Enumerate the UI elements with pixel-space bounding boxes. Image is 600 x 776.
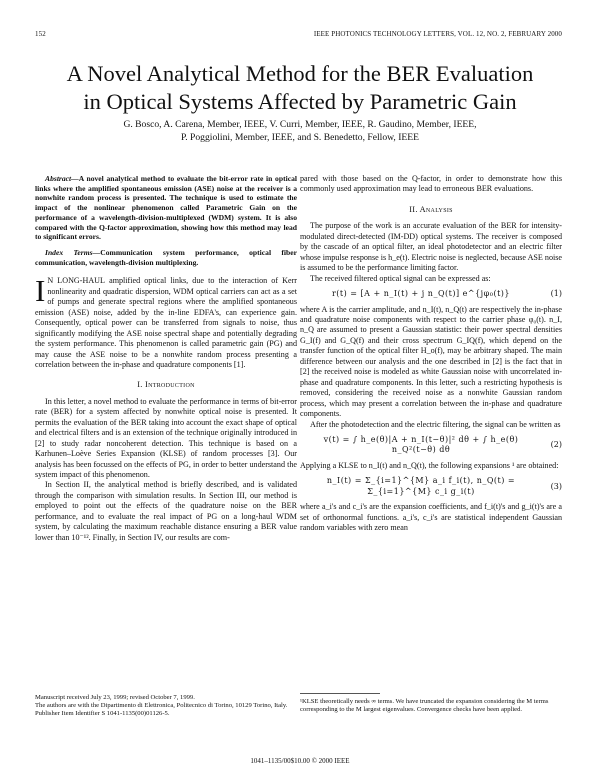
footnote-received: Manuscript received July 23, 1999; revised October 7, 1999. (35, 694, 195, 701)
equation-2-number: (2) (550, 440, 562, 450)
right-paragraph-2: The purpose of the work is an accurate evaluation of the BER for intensity-modulated direct-detected (IM-DD) optical systems. The receiver is composed by the cascade of an optical filter, an ideal photodetector and an electric filter whose impulse response is h_e(t). Electric noise is neglected, because ASE noise is assumed to be the performance limiting factor. (300, 221, 562, 273)
equation-2 (300, 435, 562, 456)
abstract (35, 174, 297, 242)
left-column (35, 174, 297, 543)
title-line-1: A Novel Analytical Method for the BER Evaluation (66, 61, 534, 86)
abstract-label: Abstract— (45, 174, 79, 183)
klse-footnote-text: ¹KLSE theoretically needs ∞ terms. We have truncated the expansion considering the M terms corresponding to the M largest eigenvalues. Convergence checks have been applied. (300, 698, 549, 714)
intro-paragraph-2: In this letter, a novel method to evaluate the performance in terms of bit-error rate (BER) for a system affected by nonwhite optical noise is presented. It permits the evaluation of the BER taking into account the exact shape of optical and electrical filters and is an extension of the technique originally introduced in [2] to study radar noncoherent detection. This technique is based on a Karhunen–Loève Series Expansion (KLSE) of random processes [3]. Our analysis has been focussed on the effects of PG, in order to better understand the system impact of this phenomenon. (35, 396, 297, 480)
right-paragraph-6: Applying a KLSE to n_I(t) and n_Q(t), the following expansions ¹ are obtained: (300, 460, 559, 470)
manuscript-footnote (35, 694, 297, 719)
intro-lead: N LONG-HAUL (47, 276, 105, 286)
equation-1-body: r(t) = [A + n_I(t) + j n_Q(t)] e^{jφ₀(t)} (331, 289, 511, 299)
author-list (0, 118, 600, 144)
right-paragraph-5: After the photodetection and the electric filtering, the signal can be written as (310, 419, 561, 429)
title-line-2: in Optical Systems Affected by Parametric Gain (83, 89, 517, 114)
index-terms (35, 248, 297, 267)
abstract-text: A novel analytical method to evaluate the bit-error rate in optical links where the amplified spontaneous emission (ASE) noise at the receiver is a nonwhite random process is presented. The technique is used to estimate the impact of the nonlinear phenomenon called Parametric Gain on the performance of a wavelength-division-multiplexed (WDM) system. It is also compared with the Q-factor approximation, showing how this method may lead to significant errors. (35, 174, 297, 242)
equation-3-number: (3) (550, 481, 562, 491)
authors-line-2: P. Poggiolini, Member, IEEE, and S. Benedetto, Fellow, IEEE (180, 132, 419, 143)
drop-cap: I (35, 273, 46, 309)
right-paragraph-3: The received filtered optical signal can be expressed as: (310, 273, 491, 283)
section-heading-introduction: I. Introduction (137, 380, 195, 390)
footnote-affiliation: The authors are with the Dipartimento di Elettronica, Politecnico di Torino, 10129 Torino, Italy. (35, 702, 288, 710)
footnote-rule (300, 693, 380, 694)
authors-line-1: G. Bosco, A. Carena, Member, IEEE, V. Curri, Member, IEEE, R. Gaudino, Member, IEEE, (123, 119, 477, 130)
journal-header: IEEE PHOTONICS TECHNOLOGY LETTERS, VOL. 12, NO. 2, FEBRUARY 2000 (313, 30, 562, 38)
equation-2-body: v(t) = ∫ h_e(θ)|A + n_I(t−θ)|² dθ + ∫ h_e(θ) n_Q²(t−θ) dθ (323, 434, 519, 455)
right-paragraph-1: pared with those based on the Q-factor, in order to demonstrate how this commonly used approximation may lead to erroneous BER evaluations. (300, 174, 562, 194)
intro-paragraph (35, 273, 297, 370)
right-paragraph-4: where A is the carrier amplitude, and n_I(t), n_Q(t) are respectively the in-phase and quadrature noise components with respect to the carrier phase φ₀(t). n_I, n_Q are assumed to present a Gaussian statistic: their power spectral densities G_I(f) and G_Q(f) and their cross spectrum G_IQ(f), which depend on the transfer function of the optical filter H_o(f), may be arbitrary shaped. The main difference between our analysis and the one described in [2] is the fact that in [2] the received noise is modeled as white Gaussian noise with uncorrelated in-phase and quadrature components. In this letter, such a restricting hypothesis is removed, considering the received noise as a nonwhite Gaussian random process, which may present a correlation between the in-phase and quadrature components. (300, 304, 562, 419)
equation-3-body: n_I(t) = Σ_{i=1}^{M} a_i f_i(t), n_Q(t) = Σ_{i=1}^{M} c_i g_i(t) (326, 476, 516, 496)
equation-1-number: (1) (550, 289, 562, 299)
index-terms-text: Communication system performance, optical fiber communication, wavelength-division multiplexing. (35, 247, 298, 267)
klse-footnote (300, 693, 562, 714)
equation-1 (300, 289, 562, 299)
page-number: 152 (35, 30, 46, 38)
equation-3 (300, 476, 562, 497)
index-terms-label: Index Terms— (45, 247, 101, 257)
paper-title (0, 60, 600, 116)
right-column (300, 174, 562, 534)
right-paragraph-7: where a_i's and c_i's are the expansion coefficients, and f_i(t)'s and g_i(t)'s are a set of orthonormal functions. a_i's, c_i's are statistical independent Gaussian random variables with zero mean (300, 502, 562, 533)
footnote-identifier: Publisher Item Identifier S 1041-1135(00)01126-5. (35, 710, 170, 718)
section-heading-analysis: II. Analysis (409, 204, 453, 214)
intro-text: amplified optical links, due to the interaction of Kerr nonlinearity and quadratic dispersion, WDM optical carriers can act as a set of pumps and generate spectral regions where the amplified spontaneous emission (ASE) noise, added by the in-line EDFA's, can experience gain. Consequently, optical power can be transferred from signals to noise, thus significantly modifying the ASE noise spectral shape and potentially degrading the system performance. This phenomenon is called parametric gain (PG) and may cause the ASE noise to be a nonwhite random process presenting a correlation between the in-phase and quadrature components [1]. (35, 276, 297, 369)
copyright-line: 1041–1135/00$10.00 © 2000 IEEE (250, 757, 350, 765)
intro-paragraph-3: In Section II, the analytical method is briefly described, and is validated through the comparison with simulation results. In Section III, our method is employed to point out the effects of the quadrature noise on the BER performance, and to evaluate the real impact of PG on a long-haul WDM system, by calculating the maximum reachable distance ensuring a BER value lower than 10⁻¹². Finally, in Section IV, our results are com- (35, 480, 297, 542)
